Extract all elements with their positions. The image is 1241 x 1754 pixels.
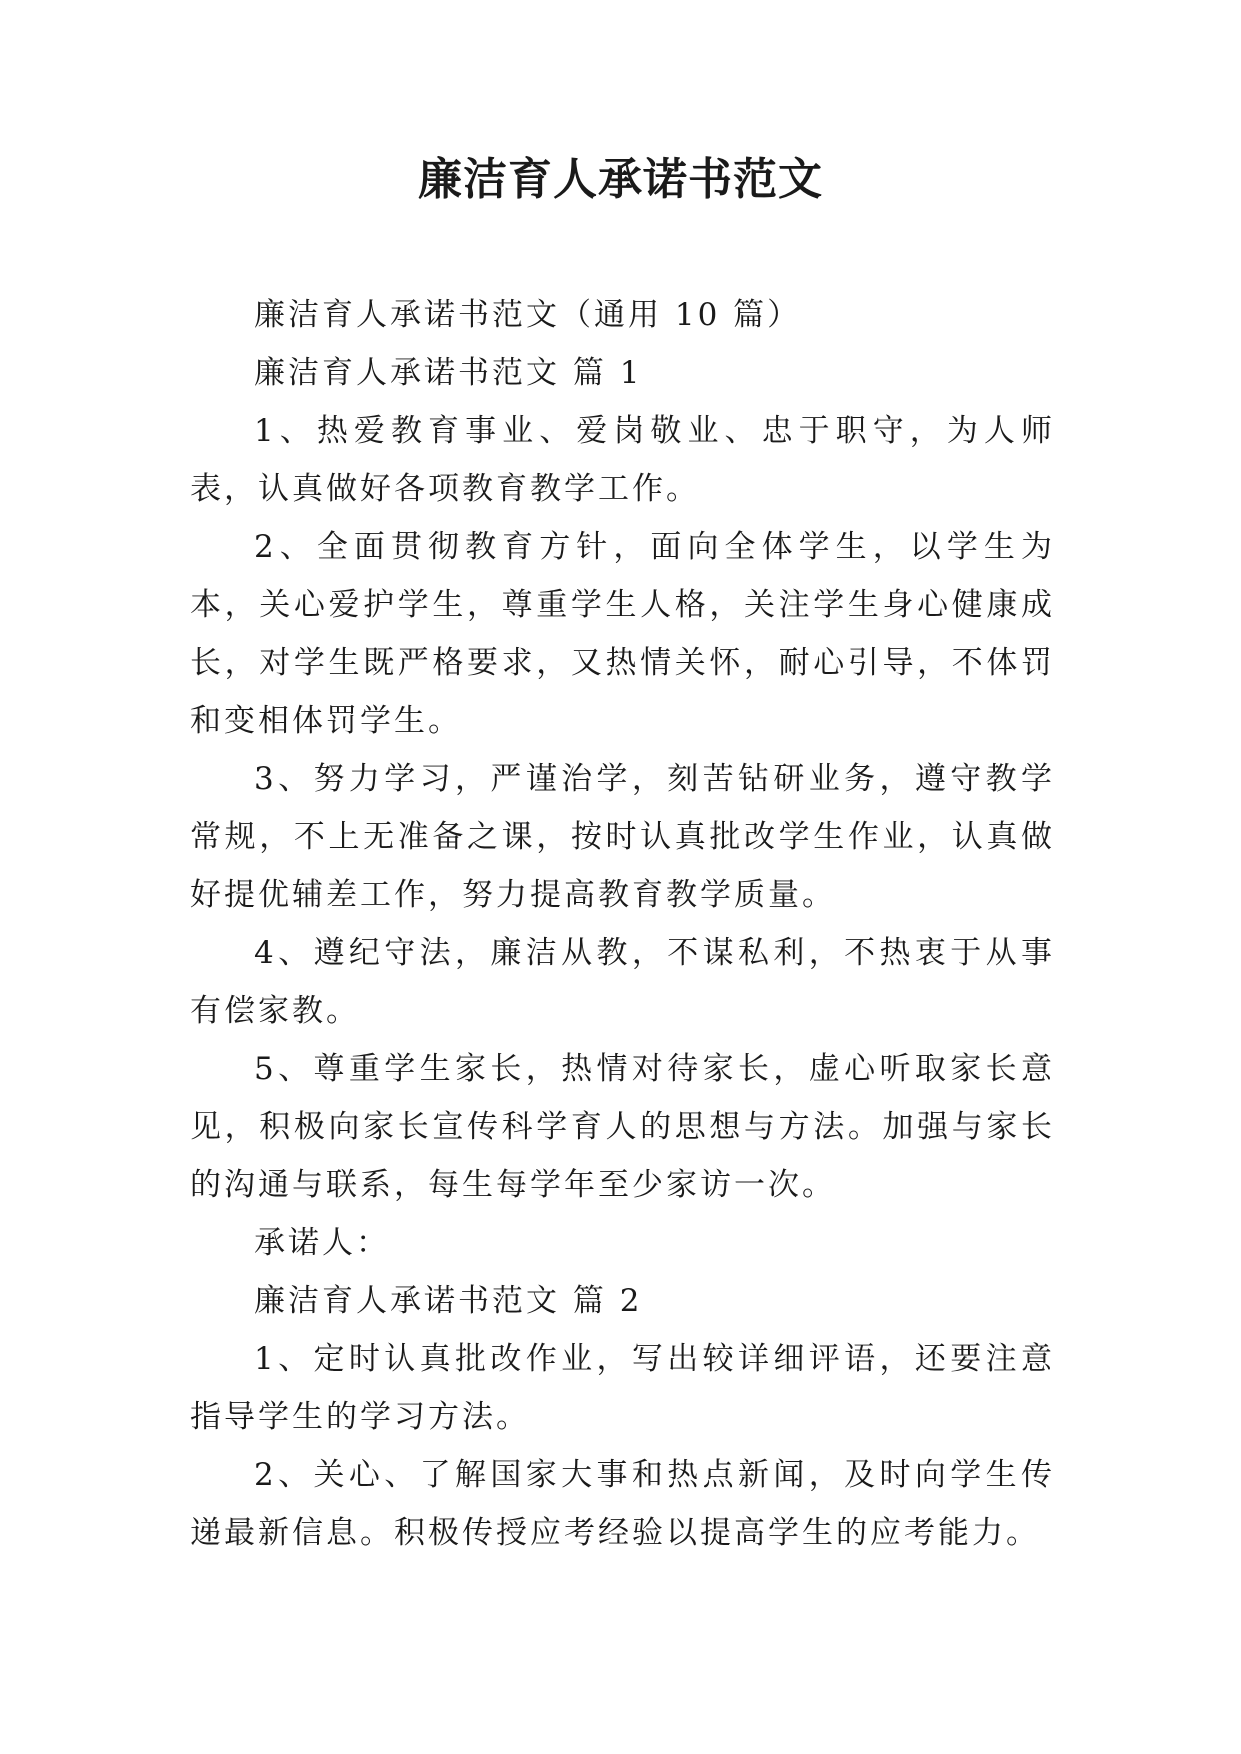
paragraph: 4、遵纪守法，廉洁从教，不谋私利，不热衷于从事有偿家教。 <box>190 935 1055 1029</box>
paragraph: 1、热爱教育事业、爱岗敬业、忠于职守，为人师表，认真做好各项教育教学工作。 <box>190 413 1055 507</box>
paragraph: 1、定时认真批改作业，写出较详细评语，还要注意指导学生的学习方法。 <box>190 1341 1055 1435</box>
signature-label: 承诺人： <box>254 1225 390 1261</box>
paragraph: 2、关心、了解国家大事和热点新闻，及时向学生传递最新信息。积极传授应考经验以提高学生的应考能力。 <box>190 1457 1055 1551</box>
section-heading-1: 廉洁育人承诺书范文 篇 1 <box>254 355 643 391</box>
paragraph: 3、努力学习，严谨治学，刻苦钻研业务，遵守教学常规，不上无准备之课，按时认真批改学生作业，认真做好提优辅差工作，努力提高教育教学质量。 <box>190 761 1055 913</box>
document-title: 廉洁育人承诺书范文 <box>418 154 823 205</box>
paragraph: 5、尊重学生家长，热情对待家长，虚心听取家长意见，积极向家长宣传科学育人的思想与方法。加强与家长的沟通与联系，每生每学年至少家访一次。 <box>190 1051 1055 1203</box>
doc-subtitle: 廉洁育人承诺书范文（通用 10 篇） <box>254 297 802 333</box>
section-heading-2: 廉洁育人承诺书范文 篇 2 <box>254 1283 643 1319</box>
paragraph: 2、全面贯彻教育方针，面向全体学生，以学生为本，关心爱护学生，尊重学生人格，关注学生身心健康成长，对学生既严格要求，又热情关怀，耐心引导，不体罚和变相体罚学生。 <box>190 529 1055 739</box>
document-body <box>190 286 1055 1562</box>
